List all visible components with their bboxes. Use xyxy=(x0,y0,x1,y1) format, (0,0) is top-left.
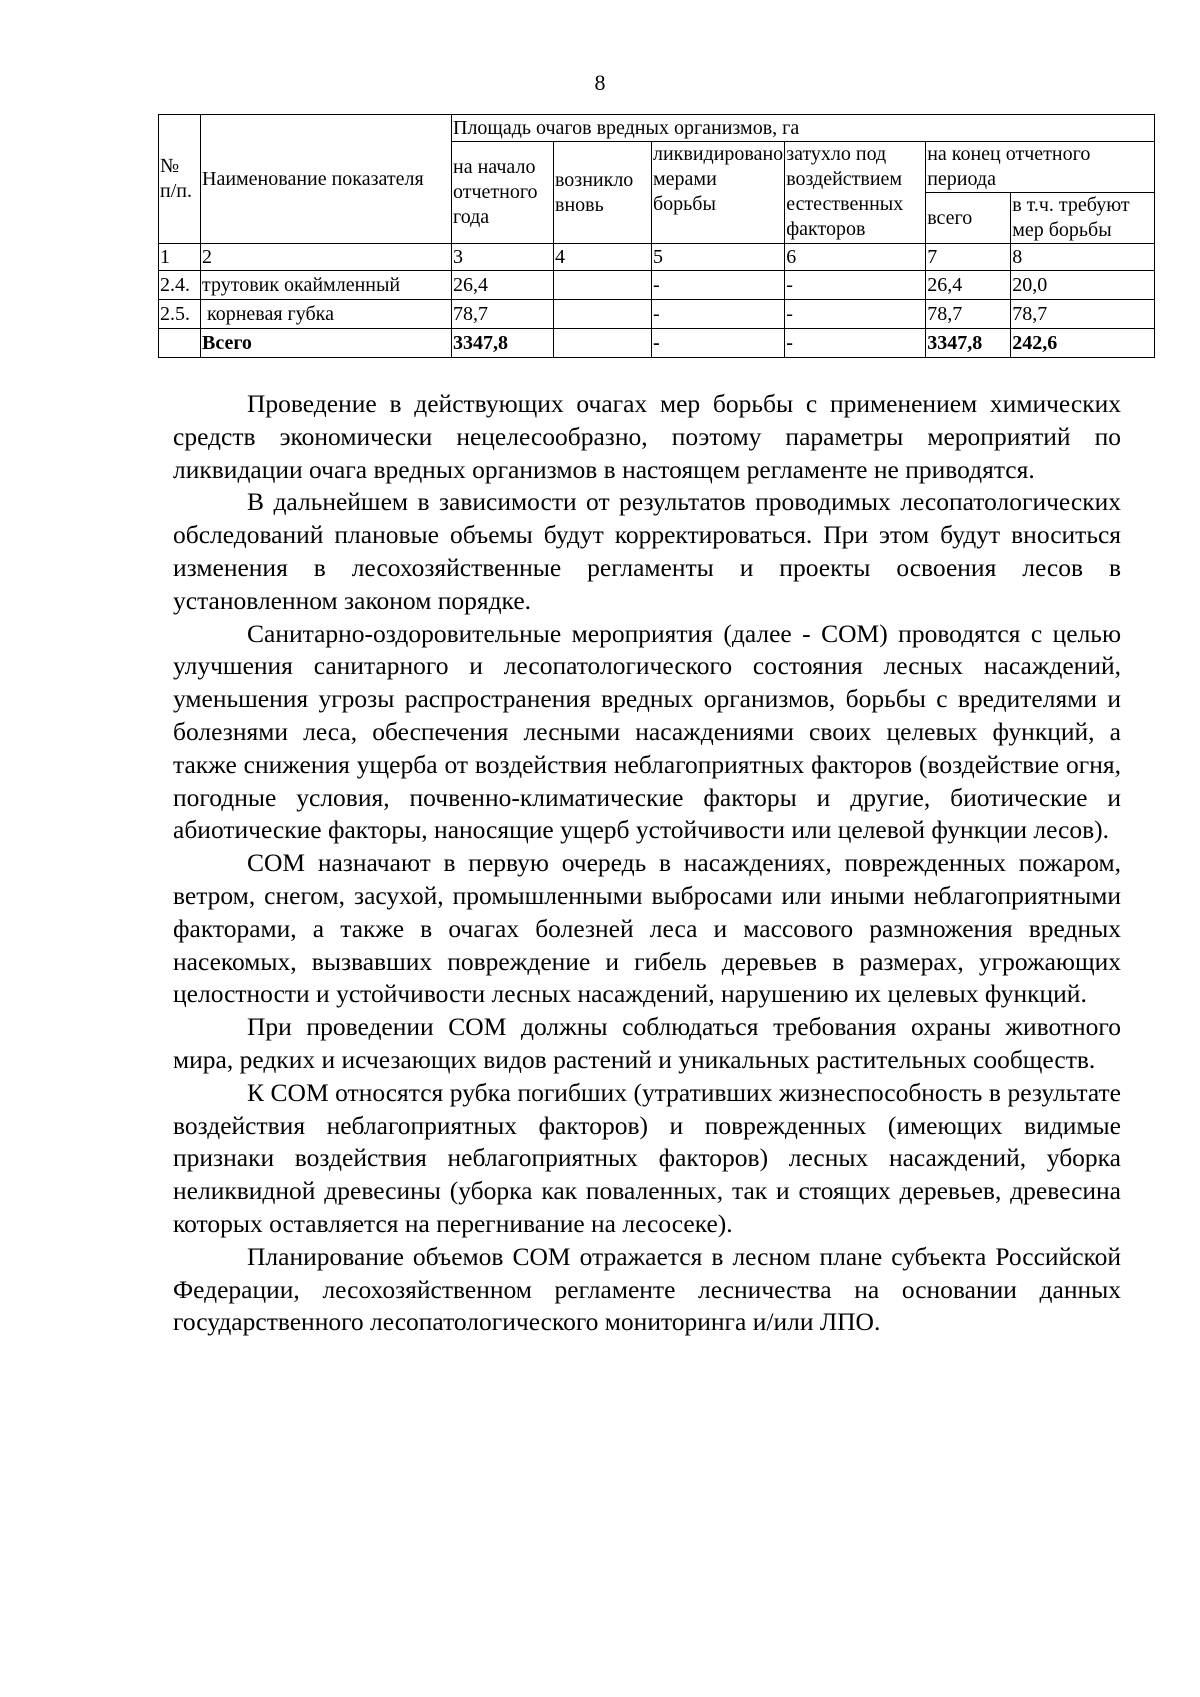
header-row-1 xyxy=(159,115,1155,142)
row-name-cell: корневая губка xyxy=(201,300,452,329)
paragraph: Проведение в действующих очагах мер борьбы с применением химических средств экономически нецелесообразно, поэтому параметры мероприятий по ликвидации очага вредных организмов в настоящем регламенте не приводятся. xyxy=(173,389,1121,484)
row-faded-cell: - xyxy=(785,300,926,329)
column-number-cell: 7 xyxy=(926,244,1011,271)
row-name-cell: трутовик окаймленный xyxy=(201,271,452,300)
column-number-cell: 2 xyxy=(201,244,452,271)
row-end-control-cell: 78,7 xyxy=(1011,300,1155,329)
table-row xyxy=(159,271,1155,300)
row-number-cell: 2.5. xyxy=(159,300,201,329)
total-number-cell xyxy=(159,329,201,358)
header-faded-cell: затухло под воздействием естественных факторов xyxy=(785,142,926,244)
header-eliminated-cell: ликвидировано мерами борьбы xyxy=(652,142,785,244)
total-end-control-cell: 242,6 xyxy=(1011,329,1155,358)
total-row xyxy=(159,329,1155,358)
row-end-total-cell: 78,7 xyxy=(926,300,1011,329)
row-end-total-cell: 26,4 xyxy=(926,271,1011,300)
row-start-cell: 26,4 xyxy=(452,271,554,300)
column-number-cell: 5 xyxy=(652,244,785,271)
header-name-cell: Наименование показателя xyxy=(201,115,452,244)
row-end-control-cell: 20,0 xyxy=(1011,271,1155,300)
row-faded-cell: - xyxy=(785,271,926,300)
row-new-cell xyxy=(554,271,652,300)
header-end-control-cell: в т.ч. требуют мер борьбы xyxy=(1011,193,1155,244)
column-number-cell: 1 xyxy=(159,244,201,271)
header-new-cell: возникло вновь xyxy=(554,142,652,244)
column-number-cell: 8 xyxy=(1011,244,1155,271)
row-start-cell: 78,7 xyxy=(452,300,554,329)
column-number-cell: 3 xyxy=(452,244,554,271)
body-text xyxy=(173,388,1121,1339)
total-eliminated-cell: - xyxy=(652,329,785,358)
total-faded-cell: - xyxy=(785,329,926,358)
paragraph: При проведении СОМ должны соблюдаться требования охраны животного мира, редких и исчезающих видов растений и уникальных растительных сообществ. xyxy=(173,1012,1121,1074)
header-start-cell: на начало отчетного года xyxy=(452,142,554,244)
row-eliminated-cell: - xyxy=(652,300,785,329)
header-number-cell: № п/п. xyxy=(159,115,201,244)
row-eliminated-cell: - xyxy=(652,271,785,300)
total-end-total-cell: 3347,8 xyxy=(926,329,1011,358)
total-start-cell: 3347,8 xyxy=(452,329,554,358)
paragraph: К СОМ относятся рубка погибших (утративших жизнеспособность в результате воздействия неблагоприятных факторов) и поврежденных (имеющих видимые признаки воздействия неблагоприятных факторов) лесных насаждений, уборка неликвидной древесины (уборка как поваленных, так и стоящих деревьев, древесина которых оставляется на перегнивание на лесосеке). xyxy=(173,1077,1121,1238)
pest-areas-table xyxy=(158,114,1155,358)
total-new-cell xyxy=(554,329,652,358)
paragraph: СОМ назначают в первую очередь в насаждениях, поврежденных пожаром, ветром, снегом, засухой, промышленными выбросами или иными неблагоприятными факторами, а также в очагах болезней леса и массового размножения вредных насекомых, вызвавших повреждение и гибель деревьев в размерах, угрожающих целостности и устойчивости лесных насаждений, нарушению их целевых функций. xyxy=(173,848,1121,1009)
header-end-period-cell: на конец отчетного периода xyxy=(926,142,1155,193)
paragraph: Санитарно-оздоровительные мероприятия (далее - СОМ) проводятся с целью улучшения санитарного и лесопатологического состояния лесных насаждений, уменьшения угрозы распространения вредных организмов, борьбы с вредителями и болезнями леса, обеспечения лесными насаждениями своих целевых функций, а также снижения ущерба от воздействия неблагоприятных факторов (воздействие огня, погодные условия, почвенно-климатические факторы и другие, биотические и абиотические факторы, наносящие ущерб устойчивости или целевой функции лесов). xyxy=(173,618,1121,845)
page-number: 8 xyxy=(594,70,606,95)
table-row xyxy=(159,300,1155,329)
column-numbers-row xyxy=(159,244,1155,271)
header-area-group-cell: Площадь очагов вредных организмов, га xyxy=(452,115,1155,142)
row-new-cell xyxy=(554,300,652,329)
column-number-cell: 4 xyxy=(554,244,652,271)
total-name-cell: Всего xyxy=(201,329,452,358)
row-number-cell: 2.4. xyxy=(159,271,201,300)
column-number-cell: 6 xyxy=(785,244,926,271)
header-end-total-cell: всего xyxy=(926,193,1011,244)
paragraph: В дальнейшем в зависимости от результатов проводимых лесопатологических обследований плановые объемы будут корректироваться. При этом будут вноситься изменения в лесохозяйственные регламенты и проекты освоения лесов в установленном законом порядке. xyxy=(173,487,1121,615)
paragraph: Планирование объемов СОМ отражается в лесном плане субъекта Российской Федерации, лесохозяйственном регламенте лесничества на основании данных государственного лесопатологического мониторинга и/или ЛПО. xyxy=(173,1241,1121,1337)
